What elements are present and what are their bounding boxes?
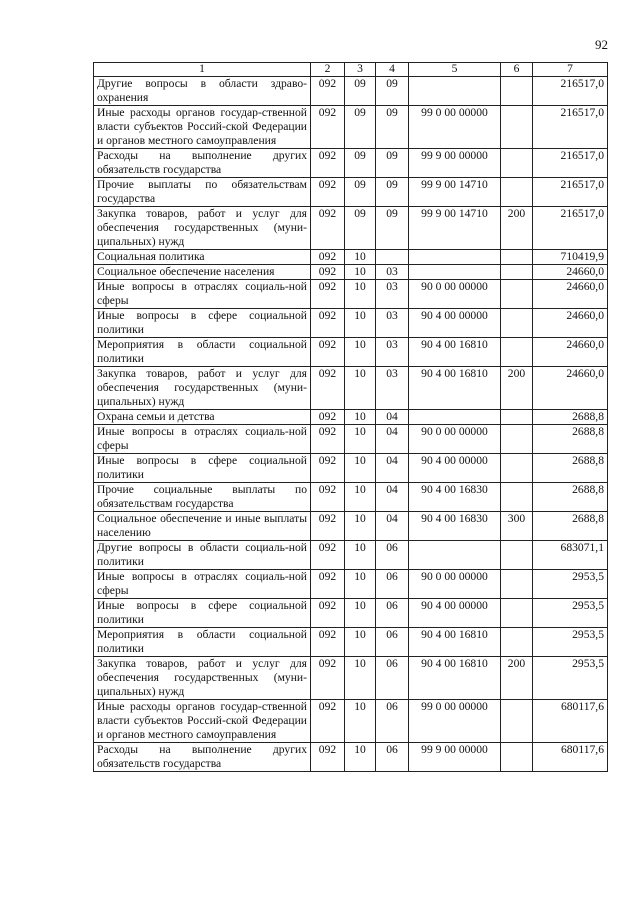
cell-ministry-code: 092 — [311, 425, 345, 454]
cell-subsection-code: 09 — [376, 106, 409, 149]
cell-subsection-code — [376, 250, 409, 265]
cell-expense-type — [501, 483, 533, 512]
table-row — [94, 570, 608, 599]
cell-target-article — [409, 250, 501, 265]
cell-expense-type: 300 — [501, 512, 533, 541]
cell-ministry-code: 092 — [311, 743, 345, 772]
table-row — [94, 410, 608, 425]
cell-expense-type — [501, 338, 533, 367]
table-row — [94, 700, 608, 743]
cell-item-name: Прочие социальные выплаты по обязательствам государства — [94, 483, 311, 512]
cell-ministry-code: 092 — [311, 367, 345, 410]
cell-expense-type — [501, 106, 533, 149]
cell-amount: 2953,5 — [533, 570, 608, 599]
cell-amount: 680117,6 — [533, 700, 608, 743]
cell-expense-type — [501, 149, 533, 178]
cell-item-name: Закупка товаров, работ и услуг для обеспечения государственных (муни-ципальных) нужд — [94, 207, 311, 250]
cell-subsection-code: 03 — [376, 338, 409, 367]
cell-amount: 24660,0 — [533, 338, 608, 367]
cell-amount: 2688,8 — [533, 454, 608, 483]
cell-target-article: 90 4 00 00000 — [409, 599, 501, 628]
cell-item-name: Закупка товаров, работ и услуг для обеспечения государственных (муни-ципальных) нужд — [94, 367, 311, 410]
cell-subsection-code: 03 — [376, 265, 409, 280]
cell-item-name: Иные расходы органов государ-ственной власти субъектов Россий-ской Федерации и органов местного самоуправления — [94, 106, 311, 149]
cell-item-name: Социальное обеспечение населения — [94, 265, 311, 280]
cell-subsection-code: 04 — [376, 425, 409, 454]
table-row — [94, 628, 608, 657]
cell-item-name: Другие вопросы в области здраво-охранения — [94, 77, 311, 106]
cell-ministry-code: 092 — [311, 570, 345, 599]
cell-subsection-code: 06 — [376, 599, 409, 628]
cell-ministry-code: 092 — [311, 541, 345, 570]
cell-amount: 2688,8 — [533, 512, 608, 541]
cell-expense-type — [501, 410, 533, 425]
cell-section-code: 10 — [345, 628, 376, 657]
cell-section-code: 10 — [345, 700, 376, 743]
cell-expense-type: 200 — [501, 207, 533, 250]
cell-target-article — [409, 77, 501, 106]
cell-expense-type: 200 — [501, 657, 533, 700]
cell-amount: 683071,1 — [533, 541, 608, 570]
cell-ministry-code: 092 — [311, 628, 345, 657]
cell-amount: 24660,0 — [533, 265, 608, 280]
cell-target-article: 90 4 00 16830 — [409, 512, 501, 541]
column-header-4: 4 — [376, 63, 409, 77]
cell-subsection-code: 06 — [376, 628, 409, 657]
cell-section-code: 10 — [345, 541, 376, 570]
table-row — [94, 207, 608, 250]
column-header-7: 7 — [533, 63, 608, 77]
table-row — [94, 512, 608, 541]
cell-expense-type — [501, 280, 533, 309]
cell-target-article: 99 0 00 00000 — [409, 106, 501, 149]
cell-section-code: 10 — [345, 425, 376, 454]
cell-target-article: 99 9 00 14710 — [409, 178, 501, 207]
cell-target-article: 90 0 00 00000 — [409, 425, 501, 454]
cell-subsection-code: 04 — [376, 454, 409, 483]
cell-section-code: 10 — [345, 367, 376, 410]
cell-target-article: 90 4 00 16810 — [409, 628, 501, 657]
table-row — [94, 250, 608, 265]
cell-amount: 680117,6 — [533, 743, 608, 772]
cell-target-article: 99 9 00 14710 — [409, 207, 501, 250]
cell-amount: 2953,5 — [533, 628, 608, 657]
cell-target-article: 99 9 00 00000 — [409, 743, 501, 772]
cell-ministry-code: 092 — [311, 149, 345, 178]
cell-subsection-code: 06 — [376, 657, 409, 700]
cell-expense-type — [501, 599, 533, 628]
cell-section-code: 09 — [345, 106, 376, 149]
cell-target-article: 90 0 00 00000 — [409, 570, 501, 599]
cell-item-name: Иные вопросы в сфере социальной политики — [94, 309, 311, 338]
cell-ministry-code: 092 — [311, 657, 345, 700]
cell-subsection-code: 04 — [376, 410, 409, 425]
table-row — [94, 178, 608, 207]
cell-target-article: 90 4 00 16830 — [409, 483, 501, 512]
cell-subsection-code: 06 — [376, 570, 409, 599]
cell-expense-type — [501, 425, 533, 454]
cell-expense-type — [501, 309, 533, 338]
column-header-5: 5 — [409, 63, 501, 77]
table-row — [94, 599, 608, 628]
cell-section-code: 10 — [345, 512, 376, 541]
table-row — [94, 280, 608, 309]
cell-subsection-code: 04 — [376, 512, 409, 541]
header-row — [94, 63, 608, 77]
cell-ministry-code: 092 — [311, 309, 345, 338]
table-row — [94, 338, 608, 367]
cell-section-code: 10 — [345, 309, 376, 338]
cell-target-article: 90 4 00 00000 — [409, 454, 501, 483]
cell-target-article: 90 0 00 00000 — [409, 280, 501, 309]
cell-ministry-code: 092 — [311, 454, 345, 483]
cell-ministry-code: 092 — [311, 106, 345, 149]
cell-item-name: Иные вопросы в отраслях социаль-ной сферы — [94, 280, 311, 309]
cell-ministry-code: 092 — [311, 250, 345, 265]
cell-subsection-code: 09 — [376, 207, 409, 250]
table-header — [94, 63, 608, 77]
cell-subsection-code: 06 — [376, 743, 409, 772]
cell-target-article — [409, 265, 501, 280]
cell-item-name: Мероприятия в области социальной политики — [94, 338, 311, 367]
cell-section-code: 09 — [345, 178, 376, 207]
cell-item-name: Иные вопросы в отраслях социаль-ной сферы — [94, 425, 311, 454]
table-row — [94, 483, 608, 512]
cell-target-article: 99 9 00 00000 — [409, 149, 501, 178]
cell-amount: 2688,8 — [533, 410, 608, 425]
cell-section-code: 10 — [345, 265, 376, 280]
cell-section-code: 10 — [345, 280, 376, 309]
budget-table — [93, 62, 608, 772]
cell-target-article: 90 4 00 16810 — [409, 338, 501, 367]
cell-ministry-code: 092 — [311, 77, 345, 106]
table-row — [94, 149, 608, 178]
cell-ministry-code: 092 — [311, 483, 345, 512]
cell-item-name: Другие вопросы в области социаль-ной политики — [94, 541, 311, 570]
cell-item-name: Иные вопросы в сфере социальной политики — [94, 454, 311, 483]
cell-expense-type — [501, 250, 533, 265]
cell-expense-type — [501, 178, 533, 207]
cell-expense-type — [501, 570, 533, 599]
cell-amount: 216517,0 — [533, 207, 608, 250]
cell-ministry-code: 092 — [311, 280, 345, 309]
cell-amount: 24660,0 — [533, 367, 608, 410]
cell-item-name: Расходы на выполнение других обязательств государства — [94, 149, 311, 178]
cell-amount: 216517,0 — [533, 106, 608, 149]
table-row — [94, 367, 608, 410]
cell-section-code: 10 — [345, 743, 376, 772]
cell-ministry-code: 092 — [311, 410, 345, 425]
cell-amount: 216517,0 — [533, 149, 608, 178]
cell-subsection-code: 04 — [376, 483, 409, 512]
cell-item-name: Расходы на выполнение других обязательств государства — [94, 743, 311, 772]
cell-expense-type — [501, 743, 533, 772]
column-header-6: 6 — [501, 63, 533, 77]
cell-section-code: 10 — [345, 250, 376, 265]
cell-target-article — [409, 410, 501, 425]
cell-amount: 216517,0 — [533, 178, 608, 207]
table-row — [94, 425, 608, 454]
cell-amount: 710419,9 — [533, 250, 608, 265]
cell-expense-type — [501, 265, 533, 280]
cell-item-name: Охрана семьи и детства — [94, 410, 311, 425]
table-row — [94, 454, 608, 483]
cell-item-name: Мероприятия в области социальной политики — [94, 628, 311, 657]
cell-section-code: 10 — [345, 454, 376, 483]
cell-item-name: Социальная политика — [94, 250, 311, 265]
cell-target-article: 90 4 00 00000 — [409, 309, 501, 338]
cell-ministry-code: 092 — [311, 338, 345, 367]
cell-expense-type: 200 — [501, 367, 533, 410]
table-body — [94, 77, 608, 772]
cell-ministry-code: 092 — [311, 265, 345, 280]
cell-amount: 2688,8 — [533, 425, 608, 454]
cell-ministry-code: 092 — [311, 599, 345, 628]
table-row — [94, 657, 608, 700]
cell-subsection-code: 03 — [376, 280, 409, 309]
cell-ministry-code: 092 — [311, 207, 345, 250]
cell-item-name: Иные расходы органов государ-ственной власти субъектов Россий-ской Федерации и органов местного самоуправления — [94, 700, 311, 743]
column-header-1: 1 — [94, 63, 311, 77]
cell-section-code: 10 — [345, 338, 376, 367]
cell-item-name: Иные вопросы в отраслях социаль-ной сферы — [94, 570, 311, 599]
table-row — [94, 77, 608, 106]
cell-item-name: Закупка товаров, работ и услуг для обеспечения государственных (муни-ципальных) нужд — [94, 657, 311, 700]
cell-item-name: Прочие выплаты по обязательствам государства — [94, 178, 311, 207]
cell-section-code: 09 — [345, 77, 376, 106]
cell-ministry-code: 092 — [311, 512, 345, 541]
table-row — [94, 106, 608, 149]
cell-target-article: 90 4 00 16810 — [409, 367, 501, 410]
cell-amount: 24660,0 — [533, 309, 608, 338]
cell-subsection-code: 09 — [376, 149, 409, 178]
cell-subsection-code: 06 — [376, 700, 409, 743]
cell-expense-type — [501, 541, 533, 570]
cell-subsection-code: 09 — [376, 77, 409, 106]
cell-amount: 2688,8 — [533, 483, 608, 512]
cell-amount: 24660,0 — [533, 280, 608, 309]
cell-amount: 2953,5 — [533, 657, 608, 700]
cell-section-code: 09 — [345, 149, 376, 178]
cell-ministry-code: 092 — [311, 178, 345, 207]
cell-expense-type — [501, 454, 533, 483]
cell-target-article: 90 4 00 16810 — [409, 657, 501, 700]
cell-section-code: 10 — [345, 657, 376, 700]
cell-ministry-code: 092 — [311, 700, 345, 743]
cell-section-code: 10 — [345, 570, 376, 599]
cell-expense-type — [501, 77, 533, 106]
cell-amount: 216517,0 — [533, 77, 608, 106]
cell-section-code: 10 — [345, 410, 376, 425]
cell-expense-type — [501, 628, 533, 657]
page-number: 92 — [595, 37, 608, 52]
table-row — [94, 743, 608, 772]
cell-subsection-code: 06 — [376, 541, 409, 570]
column-header-2: 2 — [311, 63, 345, 77]
cell-item-name: Социальное обеспечение и иные выплаты населению — [94, 512, 311, 541]
table-row — [94, 265, 608, 280]
cell-target-article — [409, 541, 501, 570]
cell-amount: 2953,5 — [533, 599, 608, 628]
table-row — [94, 541, 608, 570]
cell-expense-type — [501, 700, 533, 743]
cell-section-code: 10 — [345, 599, 376, 628]
cell-subsection-code: 03 — [376, 309, 409, 338]
cell-section-code: 10 — [345, 483, 376, 512]
table-row — [94, 309, 608, 338]
cell-target-article: 99 0 00 00000 — [409, 700, 501, 743]
cell-section-code: 09 — [345, 207, 376, 250]
cell-item-name: Иные вопросы в сфере социальной политики — [94, 599, 311, 628]
cell-subsection-code: 09 — [376, 178, 409, 207]
cell-subsection-code: 03 — [376, 367, 409, 410]
column-header-3: 3 — [345, 63, 376, 77]
